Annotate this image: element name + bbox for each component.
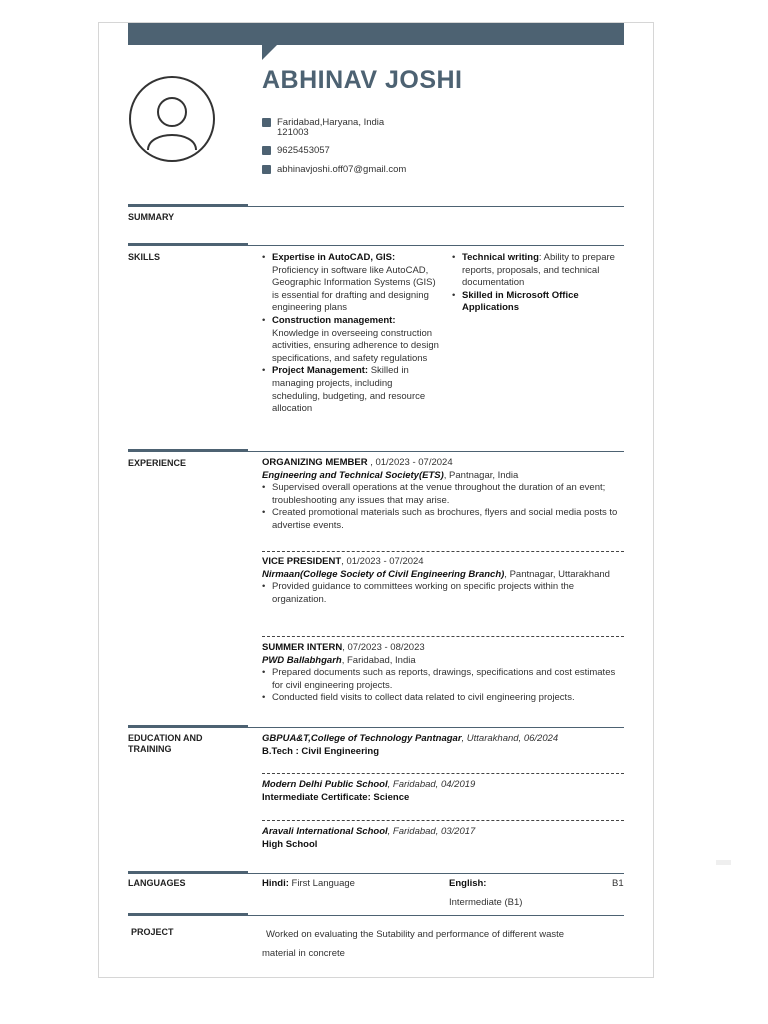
skill-item: • Expertise in AutoCAD, GIS: Proficiency in software like AutoCAD, Geographic Information Systems (GIS) is essential for drafting and designing engineering plans — [262, 252, 442, 315]
skill-item: • Construction management: Knowledge in overseeing construction activities, ensuring adherence to design specifications, and safety regulations — [262, 315, 442, 365]
experience-bullet: • Conducted field visits to collect data related to civil engineering projects. — [262, 692, 624, 705]
user-avatar-icon — [129, 76, 215, 162]
education-entry: GBPUA&T,College of Technology Pantnagar, Uttarakhand, 06/2024 B.Tech : Civil Engineering — [262, 733, 559, 757]
experience-bullet: • Prepared documents such as reports, drawings, specifications and cost estimates for civil engineering projects. — [262, 667, 624, 692]
skills-bar — [128, 243, 248, 246]
header-bar — [128, 23, 624, 45]
education-entry: Aravali International School, Faridabad, 03/2017 High School — [262, 826, 476, 850]
skills-right-column — [452, 252, 617, 315]
email-address: abhinavjoshi.off07@gmail.com — [277, 164, 407, 175]
education-entry: Modern Delhi Public School, Faridabad, 04/2019 Intermediate Certificate: Science — [262, 779, 476, 803]
skills-rule — [248, 245, 624, 246]
scroll-marker — [716, 860, 731, 865]
project-heading: PROJECT — [131, 927, 174, 937]
languages-bar — [128, 871, 248, 874]
language-english: English: — [449, 878, 487, 889]
experience-entry: ORGANIZING MEMBER , 01/2023 - 07/2024 Engineering and Technical Society(ETS), Pantnagar, India • Supervised overall operations at the venue throughout the duration of an event; troubleshooting any issues that may arise. • Created promotional materials such as brochures, flyers and social media posts to advertise events. — [262, 457, 624, 533]
phone-icon — [262, 146, 271, 155]
language-english-code: B1 — [612, 878, 624, 889]
experience-bullet: • Supervised overall operations at the venue throughout the duration of an event; troubleshooting any issues that may arise. — [262, 482, 624, 507]
divider — [262, 773, 624, 774]
experience-heading: EXPERIENCE — [128, 458, 187, 468]
divider — [262, 551, 624, 552]
project-rule — [248, 915, 624, 916]
divider — [262, 636, 624, 637]
header-notch — [262, 45, 277, 60]
skill-item: • Technical writing: Ability to prepare reports, proposals, and technical documentation — [452, 252, 617, 290]
summary-bar — [128, 204, 248, 207]
education-rule — [248, 727, 624, 728]
summary-rule — [248, 206, 624, 207]
experience-bullet: • Created promotional materials such as brochures, flyers and social media posts to advertise events. — [262, 507, 624, 532]
project-description: Worked on evaluating the Sutability and performance of different waste material in concrete — [262, 929, 565, 959]
phone-number: 9625453057 — [277, 145, 330, 156]
skill-item: • Skilled in Microsoft Office Applications — [452, 290, 617, 315]
skills-heading: SKILLS — [128, 252, 161, 262]
skills-left-column — [262, 252, 442, 416]
email-icon — [262, 165, 271, 174]
experience-bar — [128, 449, 248, 452]
candidate-name: ABHINAV JOSHI — [262, 66, 463, 94]
experience-bullet: • Provided guidance to committees working on specific projects within the organization. — [262, 581, 624, 606]
experience-entry: SUMMER INTERN, 07/2023 - 08/2023 PWD Ballabhgarh, Faridabad, India • Prepared documents such as reports, drawings, specifications and cost estimates for civil engineering projects. • Conducted field visits to collect data related to civil engineering projects. — [262, 642, 624, 705]
language-hindi: Hindi: First Language — [262, 878, 355, 889]
education-heading: EDUCATION AND TRAINING — [128, 733, 203, 754]
project-bar — [128, 913, 248, 916]
experience-entry: VICE PRESIDENT, 01/2023 - 07/2024 Nirmaan(College Society of Civil Engineering Branch), Pantnagar, Uttarakhand • Provided guidance to committees working on specific projects within the organization. — [262, 556, 624, 606]
language-english-level: Intermediate (B1) — [449, 897, 523, 908]
education-bar — [128, 725, 248, 728]
address-line2: 121003 — [277, 127, 309, 138]
skill-item: • Project Management: Skilled in managing projects, including scheduling, budgeting, and resource allocation — [262, 365, 442, 415]
location-pin-icon — [262, 118, 271, 127]
address-line1: Faridabad,Haryana, India — [277, 117, 385, 128]
experience-rule — [248, 451, 624, 452]
summary-heading: SUMMARY — [128, 212, 175, 222]
languages-rule — [248, 873, 624, 874]
divider — [262, 820, 624, 821]
languages-heading: LANGUAGES — [128, 878, 186, 888]
